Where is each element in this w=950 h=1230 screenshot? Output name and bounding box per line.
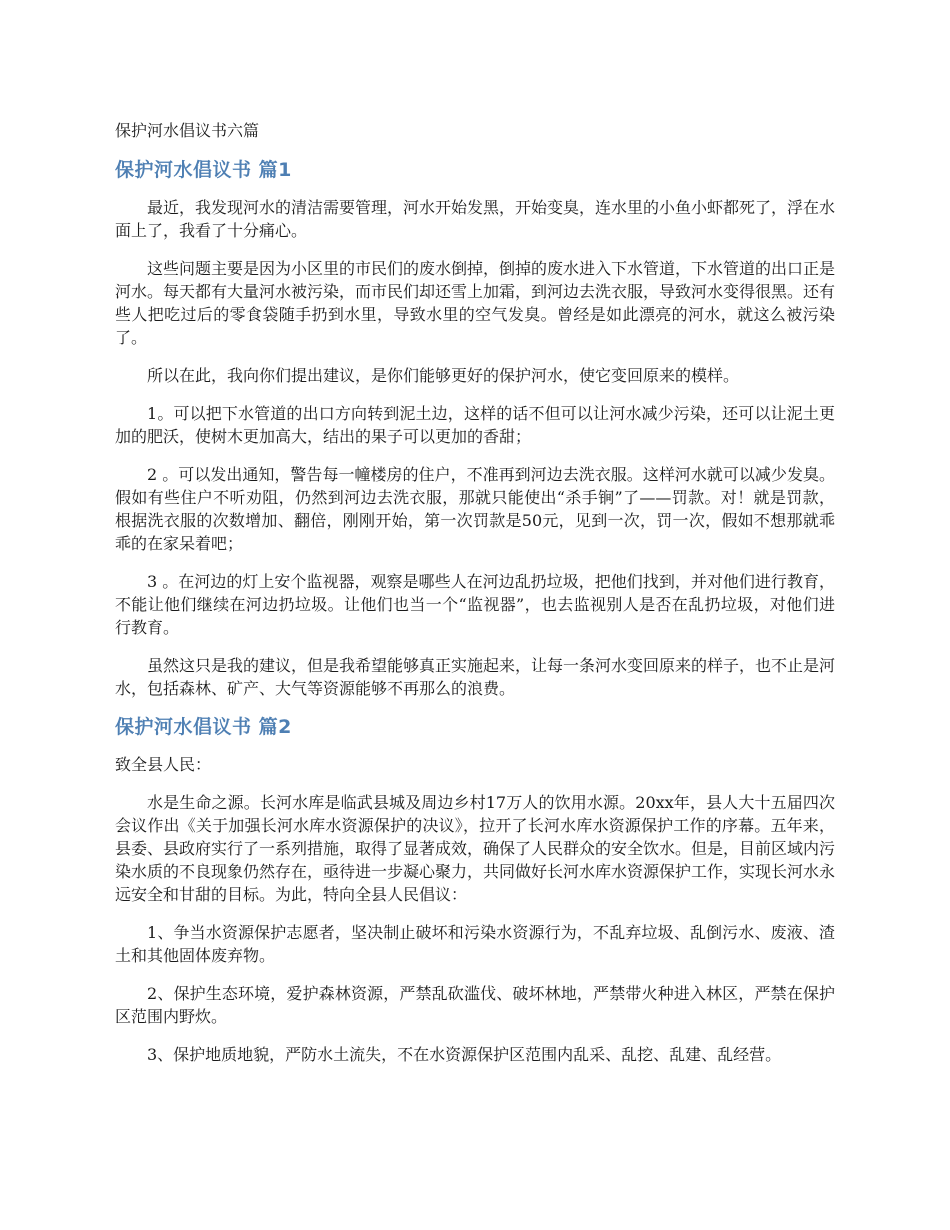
paragraph: 3 。在河边的灯上安个监视器，观察是哪些人在河边乱扔垃圾，把他们找到，并对他们进行教育，不能让他们继续在河边扔垃圾。让他们也当一个“监视器”，也去监视别人是否在乱扔垃圾，对他们进行教育。 bbox=[115, 572, 835, 637]
paragraph: 3、保护地质地貌，严防水土流失，不在水资源保护区范围内乱采、乱挖、乱建、乱经营。 bbox=[147, 1045, 782, 1064]
paragraph: 水是生命之源。长河水库是临武县城及周边乡村17万人的饮用水源。20xx年，县人大十五届四次会议作出《关于加强长河水库水资源保护的决议》，拉开了长河水库水资源保护工作的序幕。五年来，县委、县政府实行了一系列措施，取得了显著成效，确保了人民群众的安全饮水。但是，目前区域内污染水质的不良现象仍然存在，亟待进一步凝心聚力，共同做好长河水库水资源保护工作，实现长河水永远安全和甘甜的目标。为此，特向全县人民倡议： bbox=[115, 793, 836, 904]
paragraph: 1。可以把下水管道的出口方向转到泥土边，这样的话不但可以让河水减少污染，还可以让泥土更加的肥沃，使树木更加高大，结出的果子可以更加的香甜； bbox=[115, 404, 835, 446]
section-heading: 保护河水倡议书 篇1 bbox=[115, 159, 292, 181]
salutation: 致全县人民： bbox=[115, 755, 212, 774]
section-2 bbox=[115, 715, 835, 1066]
paragraph: 所以在此，我向你们提出建议，是你们能够更好的保护河水，使它变回原来的模样。 bbox=[147, 366, 740, 385]
paragraph: 最近，我发现河水的清洁需要管理，河水开始发黑，开始变臭，连水里的小鱼小虾都死了，浮在水面上了，我看了十分痛心。 bbox=[115, 198, 836, 240]
paragraph: 这些问题主要是因为小区里的市民们的废水倒掉，倒掉的废水进入下水管道，下水管道的出口正是河水。每天都有大量河水被污染，而市民们却还雪上加霜，到河边去洗衣服，导致河水变得很黑。还有些人把吃过后的零食袋随手扔到水里，导致水里的空气发臭。曾经是如此漂亮的河水，就这么被污染了。 bbox=[115, 259, 836, 347]
paragraph: 2 。可以发出通知，警告每一幢楼房的住户，不准再到河边去洗衣服。这样河水就可以减少发臭。假如有些住户不听劝阻，仍然到河边去洗衣服，那就只能使出“杀手锏”了——罚款。对！就是罚款，根据洗衣服的次数增加、翻倍，刚刚开始，第一次罚款是50元，见到一次，罚一次，假如不想那就乖乖的在家呆着吧； bbox=[115, 465, 835, 553]
document-page bbox=[115, 120, 835, 1081]
section-heading: 保护河水倡议书 篇2 bbox=[115, 716, 292, 738]
document-title: 保护河水倡议书六篇 bbox=[115, 121, 260, 140]
paragraph: 1、争当水资源保护志愿者，坚决制止破坏和污染水资源行为，不乱弃垃圾、乱倒污水、废液、渣土和其他固体废弃物。 bbox=[115, 923, 835, 965]
paragraph: 2、保护生态环境，爱护森林资源，严禁乱砍滥伐、破坏林地，严禁带火种进入林区，严禁在保护区范围内野炊。 bbox=[115, 984, 835, 1026]
paragraph: 虽然这只是我的建议，但是我希望能够真正实施起来，让每一条河水变回原来的样子，也不止是河水，包括森林、矿产、大气等资源能够不再那么的浪费。 bbox=[115, 656, 836, 698]
section-1 bbox=[115, 158, 835, 700]
